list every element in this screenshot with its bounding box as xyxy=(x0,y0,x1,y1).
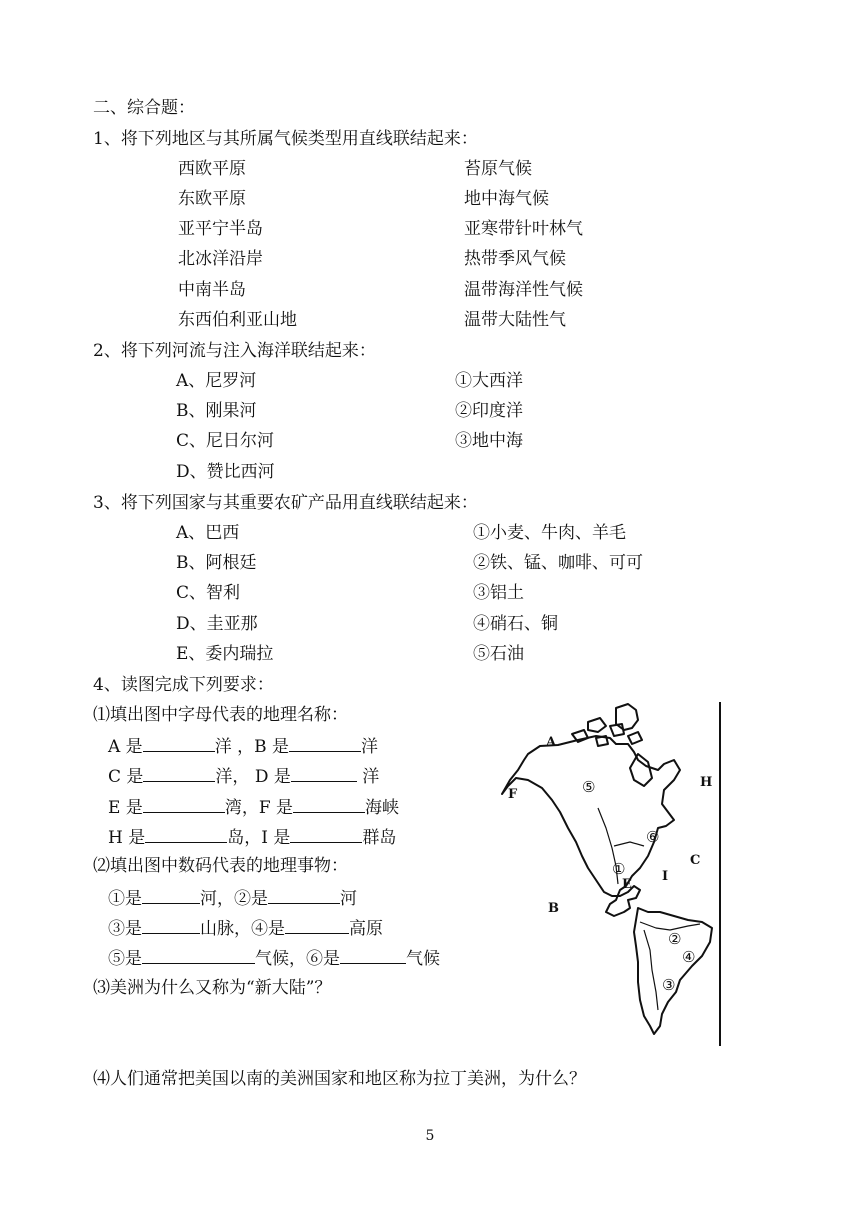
arctic-island-4 xyxy=(596,736,608,746)
answer-blank[interactable] xyxy=(145,825,227,843)
page-number: 5 xyxy=(425,1128,435,1144)
north-america-outline xyxy=(502,736,680,916)
q3-country: E、委内瑞拉 xyxy=(176,644,274,664)
fill-row: ①是 河，②是 河 xyxy=(108,886,357,910)
q3-product: ④硝石、铜 xyxy=(473,614,558,634)
q2-ocean: ②印度洋 xyxy=(455,401,523,421)
answer-blank[interactable] xyxy=(142,946,255,964)
south-america-outline xyxy=(634,908,712,1034)
answer-blank[interactable] xyxy=(291,764,357,782)
andes-line xyxy=(644,930,658,1010)
label-4: ④ xyxy=(682,948,696,966)
label-H: H xyxy=(700,775,713,790)
q4-sub3: ⑶美洲为什么又称为“新大陆”？ xyxy=(93,978,332,998)
q2-ocean: ①大西洋 xyxy=(455,371,523,391)
q1-region: 亚平宁半岛 xyxy=(178,219,263,239)
q3-country: D、圭亚那 xyxy=(176,614,258,634)
answer-blank[interactable] xyxy=(143,764,215,782)
label-F: F xyxy=(508,787,518,802)
arctic-island-5 xyxy=(628,732,642,744)
label-5: ⑤ xyxy=(582,778,596,796)
answer-blank[interactable] xyxy=(142,886,200,904)
answer-blank[interactable] xyxy=(142,916,200,934)
q3-country: C、智利 xyxy=(176,583,241,603)
answer-blank[interactable] xyxy=(289,734,361,752)
arctic-island-1 xyxy=(588,718,606,732)
amazon-river-line xyxy=(640,922,700,930)
answer-blank[interactable] xyxy=(143,795,225,813)
q1-region: 西欧平原 xyxy=(178,159,246,179)
label-C: C xyxy=(690,853,701,868)
answer-blank[interactable] xyxy=(293,795,365,813)
q1-region: 东欧平原 xyxy=(178,189,246,209)
q3-country: A、巴西 xyxy=(176,523,240,543)
q2-river: A、尼罗河 xyxy=(176,371,257,391)
answer-blank[interactable] xyxy=(268,886,340,904)
q1-climate: 热带季风气候 xyxy=(464,249,566,269)
q1-climate: 亚寒带针叶林气 xyxy=(464,219,583,239)
fill-row: A 是 洋 ，B 是 洋 xyxy=(108,734,378,758)
fill-row: ③是 山脉，④是 高原 xyxy=(108,916,383,940)
label-1: ① xyxy=(612,860,626,878)
fill-row: H 是 岛，I 是 群岛 xyxy=(108,825,396,849)
q3-country: B、阿根廷 xyxy=(176,553,257,573)
q2-river: C、尼日尔河 xyxy=(176,431,275,451)
q1-prompt: 1、将下列地区与其所属气候类型用直线联结起来： xyxy=(93,129,478,149)
q3-product: ③铝土 xyxy=(473,583,524,603)
q1-climate: 苔原气候 xyxy=(464,159,532,179)
section-title: 二、综合题： xyxy=(93,98,195,118)
americas-map xyxy=(488,700,724,1046)
arctic-island-3 xyxy=(610,724,624,736)
q1-climate: 地中海气候 xyxy=(464,189,549,209)
q3-product: ①小麦、牛肉、羊毛 xyxy=(473,523,626,543)
q2-ocean: ③地中海 xyxy=(455,431,523,451)
q4-sub1: ⑴填出图中字母代表的地理名称： xyxy=(93,705,348,725)
hudson-bay-outline xyxy=(630,754,652,786)
label-I: I xyxy=(662,869,669,884)
label-B: B xyxy=(548,901,559,916)
q1-climate: 温带大陆性气 xyxy=(464,310,566,330)
q2-river: D、赞比西河 xyxy=(176,462,275,482)
answer-blank[interactable] xyxy=(340,946,406,964)
q3-prompt: 3、将下列国家与其重要农矿产品用直线联结起来： xyxy=(93,493,478,513)
q1-region: 北冰洋沿岸 xyxy=(178,249,263,269)
q2-river: B、刚果河 xyxy=(176,401,257,421)
q4-prompt: 4、读图完成下列要求： xyxy=(93,675,274,695)
label-2: ② xyxy=(668,930,682,948)
q3-product: ②铁、锰、咖啡、可可 xyxy=(473,553,643,573)
q4-sub4: ⑷人们通常把美国以南的美洲国家和地区称为拉丁美洲，为什么？ xyxy=(93,1069,586,1089)
label-E: E xyxy=(622,877,632,892)
q1-climate: 温带海洋性气候 xyxy=(464,280,583,300)
label-A: A xyxy=(546,735,557,750)
q2-prompt: 2、将下列河流与注入海洋联结起来： xyxy=(93,341,376,361)
answer-blank[interactable] xyxy=(143,734,215,752)
answer-blank[interactable] xyxy=(290,825,362,843)
q1-region: 中南半岛 xyxy=(178,280,246,300)
label-6: ⑥ xyxy=(646,828,660,846)
fill-row: E 是 湾，F 是 海峡 xyxy=(108,795,399,819)
fill-row: ⑤是 气候，⑥是 气候 xyxy=(108,946,440,970)
greenland-outline xyxy=(616,704,638,730)
q3-product: ⑤石油 xyxy=(473,644,524,664)
q1-region: 东西伯利亚山地 xyxy=(178,310,297,330)
fill-row: C 是 洋， D 是 洋 xyxy=(108,764,379,788)
river-line xyxy=(614,842,644,846)
answer-blank[interactable] xyxy=(285,916,349,934)
label-3: ③ xyxy=(662,976,676,994)
q4-sub2: ⑵填出图中数码代表的地理事物： xyxy=(93,856,348,876)
